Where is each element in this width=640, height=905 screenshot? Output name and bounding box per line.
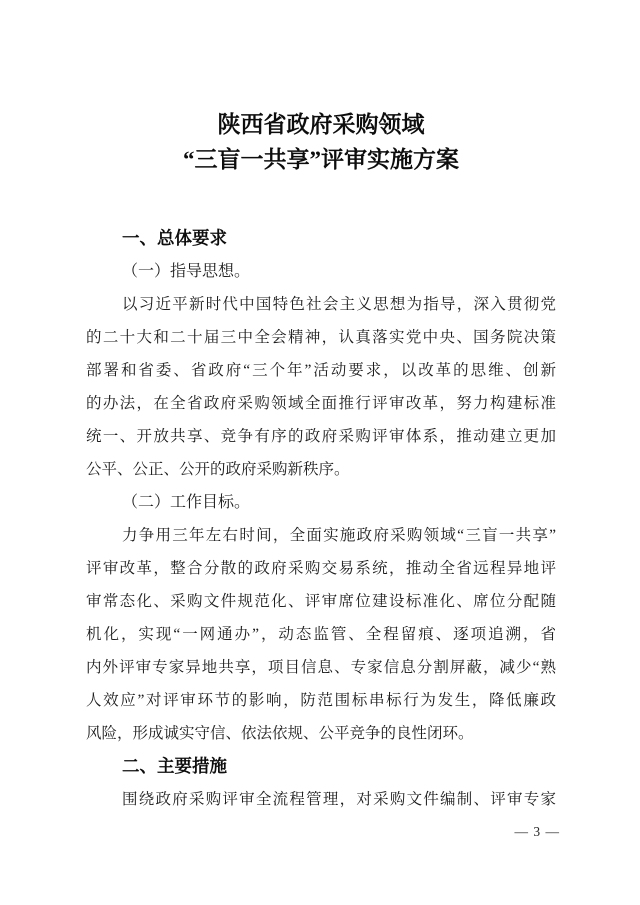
section-1-sub-2-heading: （二）工作目标。 xyxy=(122,494,251,511)
section-1-sub-1-heading: （一）指导思想。 xyxy=(122,263,251,280)
paragraph-line: 部署和省委、省政府“三个年”活动要求，以改革的思维、创新 xyxy=(86,362,556,379)
paragraph-line: 公平、公正、公开的政府采购新秩序。 xyxy=(86,461,350,478)
section-1-heading: 一、总体要求 xyxy=(122,228,227,248)
paragraph-line: 机化，实现“一网通办”，动态监管、全程留痕、逐项追溯，省 xyxy=(86,626,556,643)
paragraph-line: 以习近平新时代中国特色社会主义思想为指导，深入贯彻党 xyxy=(122,296,556,313)
paragraph-line: 内外评审专家异地共享，项目信息、专家信息分割屏蔽，减少“熟 xyxy=(86,659,556,676)
document-title-line-2: “三盲一共享”评审实施方案 xyxy=(183,147,459,172)
paragraph-line: 评审改革，整合分散的政府采购交易系统，推动全省远程异地评 xyxy=(86,560,556,577)
paragraph-line: 力争用三年左右时间，全面实施政府采购领域“三盲一共享” xyxy=(122,527,556,544)
section-2-heading: 二、主要措施 xyxy=(122,756,227,776)
page-number: — 3 — xyxy=(514,824,560,839)
document-title-line-1: 陕西省政府采购领域 xyxy=(217,112,425,137)
document-title xyxy=(86,107,556,177)
paragraph-line: 围绕政府采购评审全流程管理，对采购文件编制、评审专家 xyxy=(122,791,556,808)
paragraph-line: 风险，形成诚实守信、依法依规、公平竞争的良性闭环。 xyxy=(86,725,474,742)
paragraph-line: 统一、开放共享、竞争有序的政府采购评审体系，推动建立更加 xyxy=(86,428,556,445)
paragraph-line: 审常态化、采购文件规范化、评审席位建设标准化、席位分配随 xyxy=(86,593,556,610)
paragraph-line: 的办法，在全省政府采购领域全面推行评审改革，努力构建标准 xyxy=(86,395,556,412)
document-body xyxy=(86,222,556,816)
paragraph-line: 的二十大和二十届三中全会精神，认真落实党中央、国务院决策 xyxy=(86,329,556,346)
paragraph-line: 人效应”对评审环节的影响，防范围标串标行为发生，降低廉政 xyxy=(86,692,556,709)
